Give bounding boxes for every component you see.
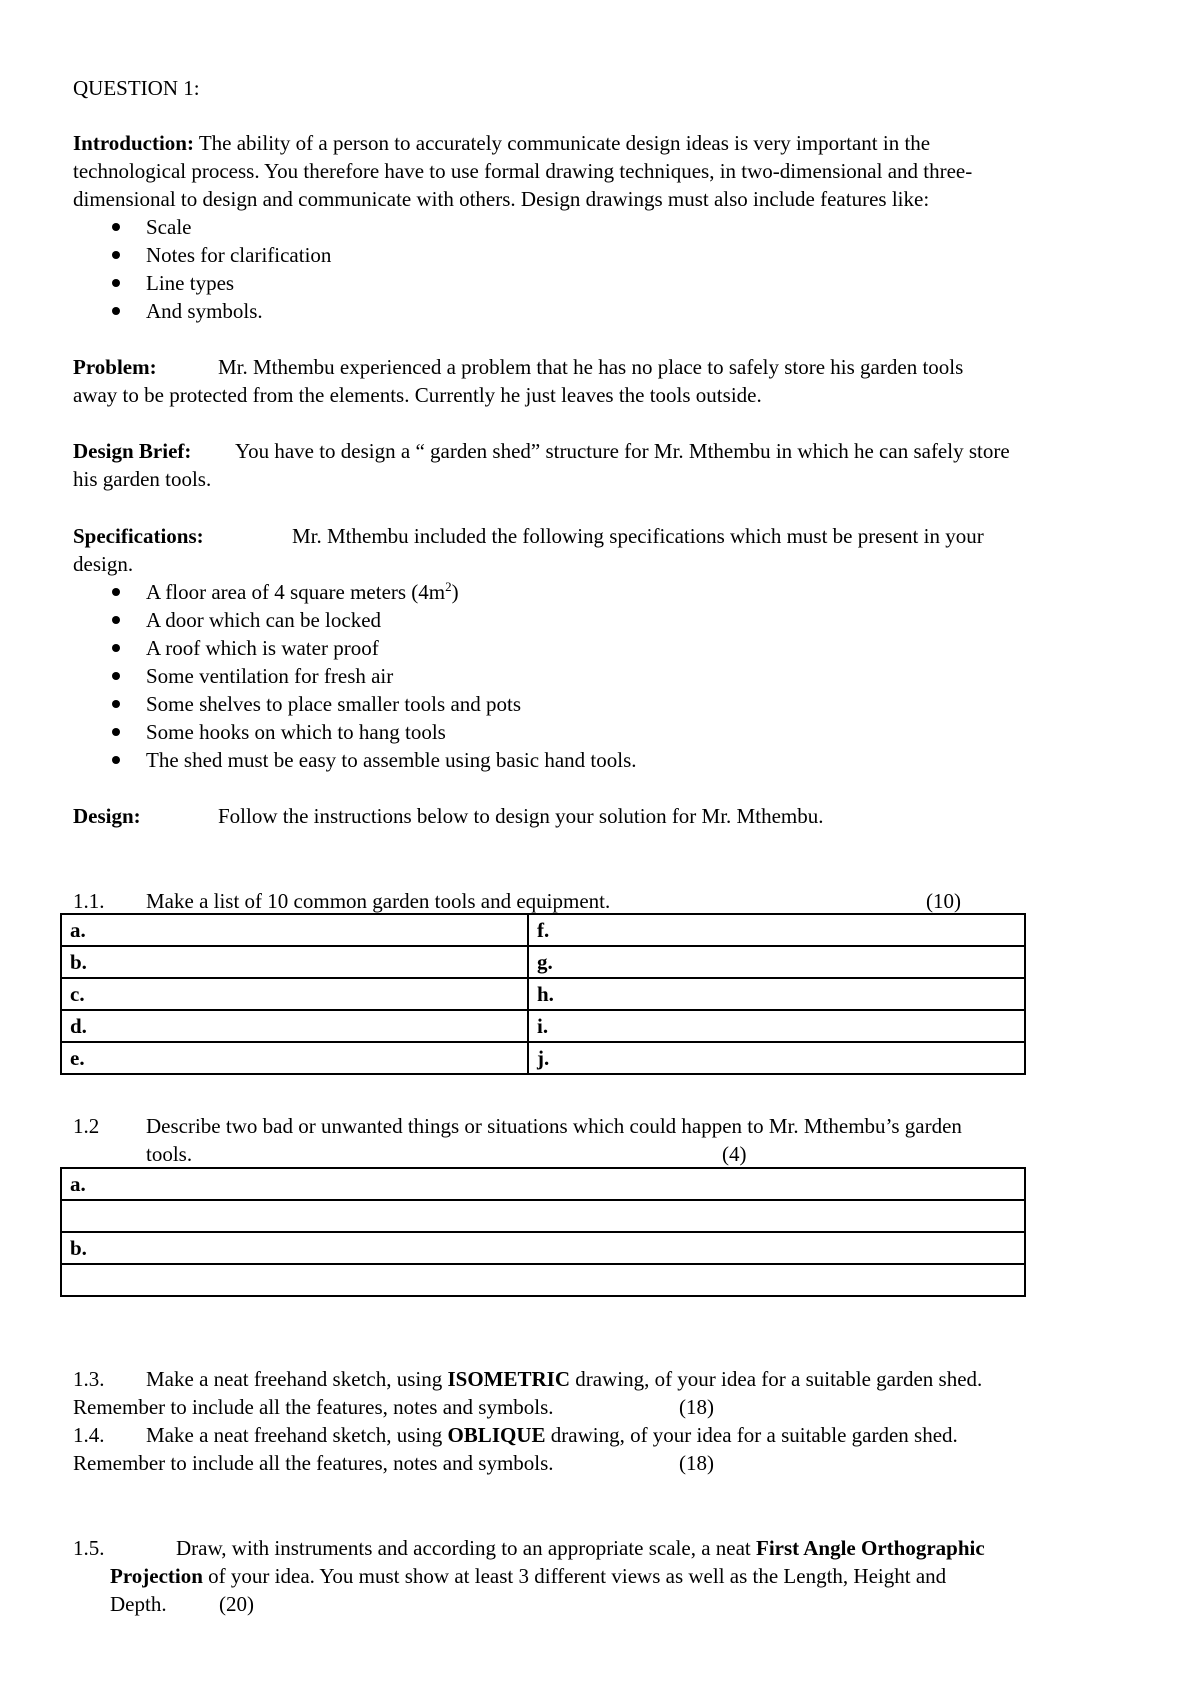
specs-text-2: design.	[73, 552, 134, 576]
question-title: QUESTION 1:	[73, 76, 200, 100]
q1-1-number: 1.1.	[73, 889, 105, 913]
specs-bullet: Some shelves to place smaller tools and pots	[112, 690, 637, 718]
q1-5-text-1: Draw, with instruments and according to an appropriate scale, a neat First Angle Orthographic	[176, 1536, 985, 1560]
q1-3-text: Make a neat freehand sketch, using ISOMETRIC drawing, of your idea for a suitable garden shed.	[146, 1367, 983, 1391]
table-row	[61, 1232, 1025, 1264]
answer-cell[interactable]	[61, 1200, 1025, 1232]
intro-bullet-list	[112, 213, 331, 325]
q1-2-marks: (4)	[722, 1142, 747, 1166]
q1-3-number: 1.3.	[73, 1367, 105, 1391]
intro-text-1: The ability of a person to accurately communicate design ideas is very important in the	[193, 131, 931, 155]
q1-2-text-2: tools.	[146, 1142, 193, 1166]
answer-cell[interactable]: c.	[61, 978, 528, 1010]
specs-bullet: The shed must be easy to assemble using basic hand tools.	[112, 746, 637, 774]
answer-cell[interactable]: b.	[61, 1232, 1025, 1264]
answer-cell[interactable]: f.	[528, 914, 1025, 946]
brief-label: Design Brief:	[73, 439, 192, 463]
specs-bullet: Some ventilation for fresh air	[112, 662, 637, 690]
table-row	[61, 1200, 1025, 1232]
specs-text-1: Mr. Mthembu included the following specifications which must be present in your	[292, 524, 984, 548]
q1-2-text-1: Describe two bad or unwanted things or situations which could happen to Mr. Mthembu’s garden	[146, 1114, 962, 1138]
answer-cell[interactable]: g.	[528, 946, 1025, 978]
table-row	[61, 978, 1025, 1010]
table-row	[61, 1042, 1025, 1074]
specs-bullet: A roof which is water proof	[112, 634, 637, 662]
q1-5-marks: (20)	[219, 1592, 254, 1616]
brief-text-1: You have to design a “ garden shed” structure for Mr. Mthembu in which he can safely store	[235, 439, 1010, 463]
specs-bullet: A floor area of 4 square meters $(4m^2)$	[112, 578, 637, 606]
q1-3-bold: ISOMETRIC	[447, 1367, 570, 1391]
problem-label: Problem:	[73, 355, 157, 379]
q1-4-text: Make a neat freehand sketch, using OBLIQUE drawing, of your idea for a suitable garden shed.	[146, 1423, 958, 1447]
answer-cell[interactable]: j.	[528, 1042, 1025, 1074]
specs-label: Specifications:	[73, 524, 204, 548]
q1-3-marks: (18)	[679, 1395, 714, 1419]
intro-bullet: Line types	[112, 269, 331, 297]
problem-text-1: Mr. Mthembu experienced a problem that he has no place to safely store his garden tools	[218, 355, 964, 379]
q1-3-line-2: Remember to include all the features, notes and symbols.	[73, 1395, 554, 1419]
q1-1-text: Make a list of 10 common garden tools and equipment.	[146, 889, 611, 913]
situations-answer-table	[60, 1167, 1026, 1297]
table-row	[61, 1010, 1025, 1042]
specs-bullet: A door which can be locked	[112, 606, 637, 634]
answer-cell[interactable]	[61, 1264, 1025, 1296]
intro-bullet: And symbols.	[112, 297, 331, 325]
q1-4-marks: (18)	[679, 1451, 714, 1475]
answer-cell[interactable]: d.	[61, 1010, 528, 1042]
q1-5-bold-1: First Angle Orthographic	[756, 1536, 985, 1560]
tools-answer-table	[60, 913, 1026, 1075]
answer-cell[interactable]: b.	[61, 946, 528, 978]
q1-1-marks: (10)	[926, 889, 961, 913]
table-row	[61, 1168, 1025, 1200]
design-text: Follow the instructions below to design your solution for Mr. Mthembu.	[218, 804, 824, 828]
answer-cell[interactable]: e.	[61, 1042, 528, 1074]
design-label: Design:	[73, 804, 141, 828]
specs-bullet: Some hooks on which to hang tools	[112, 718, 637, 746]
answer-cell[interactable]: h.	[528, 978, 1025, 1010]
answer-cell[interactable]: a.	[61, 1168, 1025, 1200]
intro-line-1	[73, 129, 930, 157]
table-row	[61, 914, 1025, 946]
intro-line-2: technological process. You therefore have to use formal drawing techniques, in two-dimensional and three-	[73, 159, 973, 183]
q1-5-number: 1.5.	[73, 1536, 105, 1560]
table-row	[61, 1264, 1025, 1296]
intro-bullet: Notes for clarification	[112, 241, 331, 269]
intro-line-3: dimensional to design and communicate with others. Design drawings must also include features like:	[73, 187, 930, 211]
q1-5-text-2: Projection of your idea. You must show at least 3 different views as well as the Length, Height and	[110, 1564, 947, 1588]
q1-5-bold-2: Projection	[110, 1564, 203, 1588]
intro-label: Introduction:	[73, 131, 194, 155]
q1-2-number: 1.2	[73, 1114, 100, 1138]
q1-4-number: 1.4.	[73, 1423, 105, 1447]
q1-4-line-2: Remember to include all the features, notes and symbols.	[73, 1451, 554, 1475]
specs-bullet-list	[112, 578, 637, 774]
answer-cell[interactable]: i.	[528, 1010, 1025, 1042]
intro-bullet: Scale	[112, 213, 331, 241]
answer-cell[interactable]: a.	[61, 914, 528, 946]
table-row	[61, 946, 1025, 978]
q1-5-line-3: Depth.	[110, 1592, 167, 1616]
brief-text-2: his garden tools.	[73, 467, 212, 491]
q1-4-bold: OBLIQUE	[447, 1423, 546, 1447]
problem-text-2: away to be protected from the elements. Currently he just leaves the tools outside.	[73, 383, 762, 407]
